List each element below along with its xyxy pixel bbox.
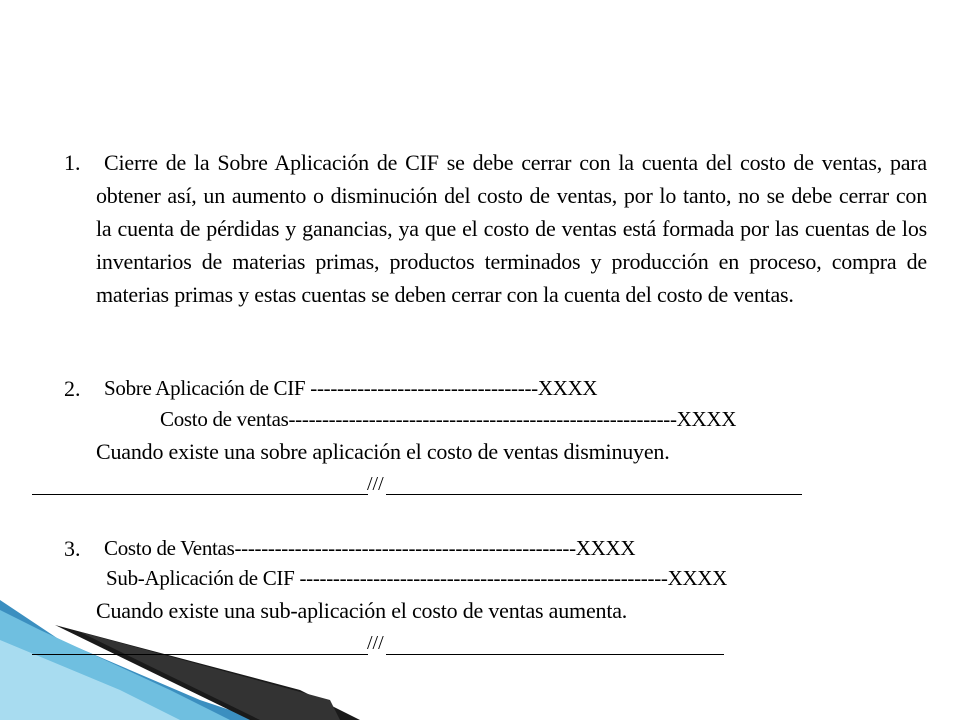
item-2-credit-entry: Costo de ventas----------------------------------------------------------XXXX (160, 407, 737, 431)
item-3-credit-entry: Sub-Aplicación de CIF -------------------------------------------------------XXXX (106, 566, 728, 590)
item-1-line-1: Cierre de la Sobre Aplicación de CIF se debe cerrar con la cuenta del costo de ventas, para (104, 150, 927, 175)
item-1-line-3: la cuenta de pérdidas y ganancias, ya que el costo de ventas está formada por las cuentas de los (96, 216, 927, 241)
item-3-note: Cuando existe una sub-aplicación el costo de ventas aumenta. (96, 598, 628, 623)
item-3-rule-right (386, 654, 724, 655)
item-2-debit-entry: Sobre Aplicación de CIF ----------------------------------XXXX (104, 376, 598, 400)
item-3-number: 3. (64, 536, 81, 561)
item-2-separator: /// (367, 473, 384, 495)
item-3-rule-left (32, 654, 368, 655)
item-1-line-4: inventarios de materias primas, productos terminados y producción en proceso, compra de (96, 249, 927, 274)
item-1-line-2: obtener así, un aumento o disminución del costo de ventas, por lo tanto, no se debe cerrar con (96, 183, 927, 208)
item-2-rule-left (32, 494, 368, 495)
item-3-debit-entry: Costo de Ventas---------------------------------------------------XXXX (104, 536, 636, 560)
item-2-number: 2. (64, 376, 81, 401)
item-1-number: 1. (64, 150, 81, 175)
item-2-note: Cuando existe una sobre aplicación el costo de ventas disminuyen. (96, 439, 670, 464)
item-3-separator: /// (367, 632, 384, 654)
item-1-line-5: materias primas y estas cuentas se deben cerrar con la cuenta del costo de ventas. (96, 282, 794, 307)
item-2-rule-right (386, 494, 802, 495)
